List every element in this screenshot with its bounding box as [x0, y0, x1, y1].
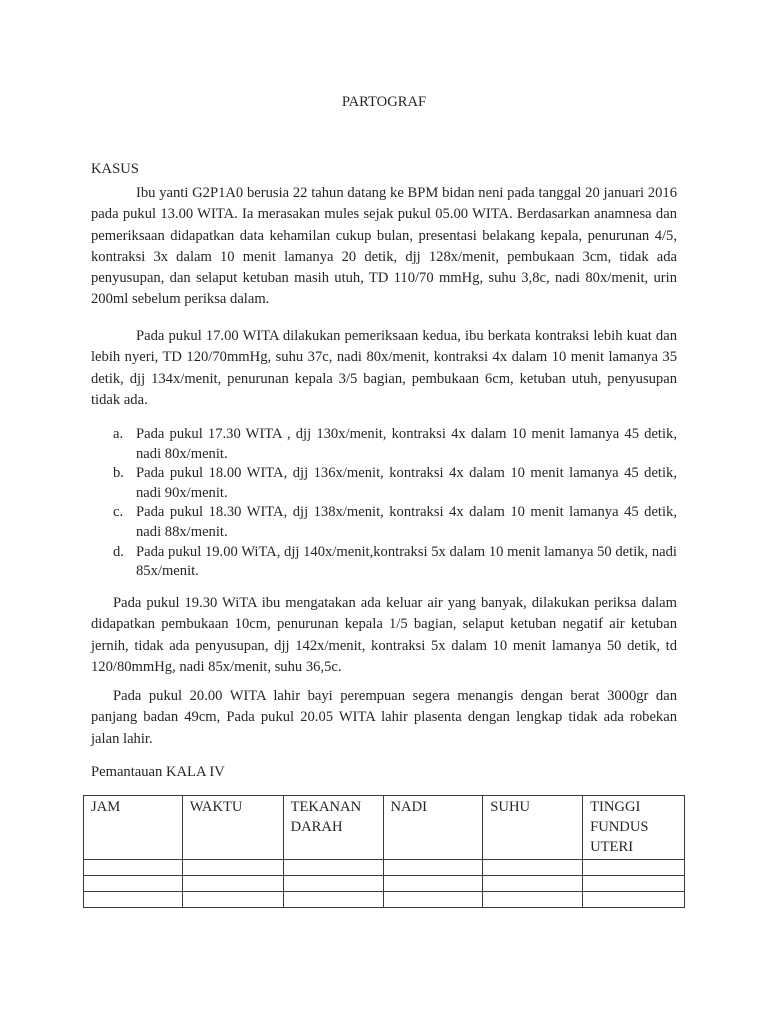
table-cell	[483, 892, 583, 908]
table-cell	[583, 876, 685, 892]
table-cell	[383, 892, 483, 908]
table-cell	[383, 860, 483, 876]
table-cell	[483, 860, 583, 876]
table-cell	[583, 860, 685, 876]
table-cell	[182, 876, 283, 892]
header-nadi: NADI	[383, 796, 483, 860]
case-paragraph-4: Pada pukul 20.00 WITA lahir bayi perempuan segera menangis dengan berat 3000gr dan panjang badan 49cm, Pada pukul 20.05 WITA lahir plasenta dengan lengkap tidak ada robekan jalan lahir.	[91, 688, 677, 747]
header-tinggi-fundus-uteri: TINGGI FUNDUS UTERI	[583, 796, 685, 860]
list-item-text: Pada pukul 17.30 WITA , djj 130x/menit, kontraksi 4x dalam 10 menit lamanya 45 detik, nadi 80x/menit.	[136, 426, 677, 462]
table-cell	[182, 860, 283, 876]
monitoring-label: Pemantauan KALA IV	[91, 764, 225, 780]
table-cell	[283, 860, 383, 876]
header-suhu: SUHU	[483, 796, 583, 860]
table-header-row	[84, 796, 685, 860]
table-cell	[283, 892, 383, 908]
table-cell	[583, 892, 685, 908]
table-cell	[84, 860, 183, 876]
list-marker: a.	[113, 426, 124, 442]
section-heading-kasus: KASUS	[91, 161, 139, 177]
table-cell	[84, 892, 183, 908]
list-item-text: Pada pukul 18.00 WITA, djj 136x/menit, kontraksi 4x dalam 10 menit lamanya 45 detik, nadi 90x/menit.	[136, 465, 677, 501]
case-paragraph-2: Pada pukul 17.00 WITA dilakukan pemeriksaan kedua, ibu berkata kontraksi lebih kuat dan lebih nyeri, TD 120/70mmHg, suhu 37c, nadi 80x/menit, kontraksi 4x dalam 10 menit lamanya 35 detik, djj 134x/menit, penurunan kepala 3/5 bagian, pembukaan 6cm, ketuban utuh, penyusupan tidak ada.	[91, 328, 677, 408]
list-marker: c.	[113, 504, 124, 521]
list-marker: d.	[113, 543, 124, 560]
table-row	[84, 876, 685, 892]
list-item	[91, 543, 677, 582]
header-jam: JAM	[84, 796, 183, 860]
observation-list	[91, 425, 677, 582]
table-cell	[283, 876, 383, 892]
list-item-text: Pada pukul 19.00 WiTA, djj 140x/menit,kontraksi 5x dalam 10 menit lamanya 50 detik, nadi 85x/menit.	[136, 543, 677, 580]
kala-iv-table	[83, 795, 685, 908]
list-item	[91, 464, 677, 503]
case-paragraph-3: Pada pukul 19.30 WiTA ibu mengatakan ada keluar air yang banyak, dilakukan periksa dalam didapatkan pembukaan 10cm, penurunan kepala 1/5 bagian, selaput ketuban negatif air ketuban jernih, tidak ada penyusupan, djj 142x/menit, kontraksi 5x dalam 10 menit lamanya 50 detik, td 120/80mmHg, nadi 85x/menit, suhu 36,5c.	[91, 595, 677, 675]
list-marker: b.	[113, 465, 124, 482]
header-tekanan-darah: TEKANAN DARAH	[283, 796, 383, 860]
table-cell	[383, 876, 483, 892]
list-item	[91, 503, 677, 542]
header-waktu: WAKTU	[182, 796, 283, 860]
document-title: PARTOGRAF	[341, 94, 427, 110]
table-cell	[84, 876, 183, 892]
list-item-text: Pada pukul 18.30 WITA, djj 138x/menit, kontraksi 4x dalam 10 menit lamanya 45 detik, nadi 88x/menit.	[136, 504, 677, 540]
list-item	[91, 425, 677, 464]
table-row	[84, 892, 685, 908]
table-row	[84, 860, 685, 876]
case-paragraph-1: Ibu yanti G2P1A0 berusia 22 tahun datang ke BPM bidan neni pada tanggal 20 januari 2016 pada pukul 13.00 WITA. Ia merasakan mules sejak pukul 05.00 WITA. Berdasarkan anamnesa dan pemeriksaan didapatkan data kehamilan cukup bulan, presentasi belakang kepala, penurunan 4/5, kontraksi 3x dalam 10 menit lamanya 20 detik, djj 128x/menit, pembukaan 3cm, tidak ada penyusupan, dan selaput ketuban masih utuh, TD 110/70 mmHg, suhu 3,8c, nadi 80x/menit, urin 200ml sebelum periksa dalam.	[91, 185, 677, 308]
table-cell	[483, 876, 583, 892]
table-cell	[182, 892, 283, 908]
